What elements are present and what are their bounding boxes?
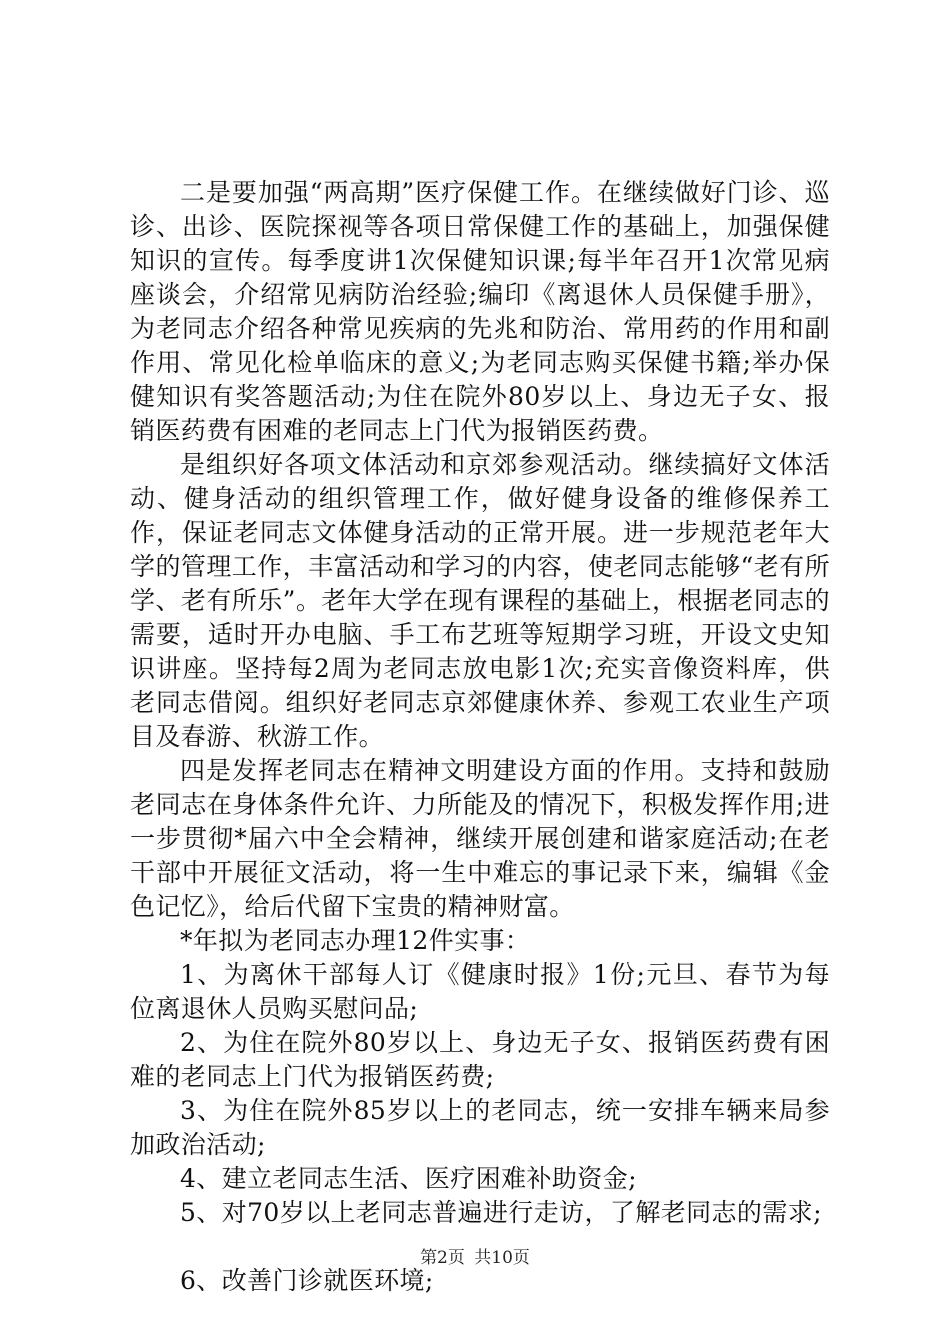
paragraph-spiritual-civilization: 四是发挥老同志在精神文明建设方面的作用。支持和鼓励老同志在身体条件允许、力所能及的情况下，积极发挥作用;进一步贯彻*届六中全会精神，继续开展创建和谐家庭活动;在老干部中开展征文活动，将一生中难忘的事记录下来，编辑《金色记忆》，给后代留下宝贵的精神财富。 [130,756,830,921]
paragraph-healthcare: 二是要加强“两高期”医疗保健工作。在继续做好门诊、巡诊、出诊、医院探视等各项日常保健工作的基础上，加强保健知识的宣传。每季度讲1次保健知识课;每半年召开1次常见病座谈会，介绍常见病防治经验;编印《离退休人员保健手册》，为老同志介绍各种常见疾病的先兆和防治、常用药的作用和副作用、常见化检单临床的意义;为老同志购买保健书籍;举办保健知识有奖答题活动;为住在院外80岁以上、身边无子女、报销医药费有困难的老同志上门代为报销医药费。 [130,178,830,445]
list-item: 3、为住在院外85岁以上的老同志，统一安排车辆来局参加政治活动; [130,1096,830,1159]
list-item: 5、对70岁以上老同志普遍进行走访，了解老同志的需求; [180,1198,822,1227]
page-total: 共10页 [474,1248,530,1268]
page-number: 第2页 [420,1248,465,1268]
list-item: 6、改善门诊就医环境; [180,1266,434,1295]
document-body [130,176,830,1298]
paragraph-practical-matters-intro: *年拟为老同志办理12件实事： [180,926,531,955]
list-item: 1、为离休干部每人订《健康时报》1份;元旦、春节为每位离退休人员购买慰问品; [130,960,830,1023]
list-item: 2、为住在院外80岁以上、身边无子女、报销医药费有困难的老同志上门代为报销医药费; [130,1028,830,1091]
list-item: 4、建立老同志生活、医疗困难补助资金; [180,1164,637,1193]
page-footer [0,1243,950,1268]
paragraph-cultural-activities: 是组织好各项文体活动和京郊参观活动。继续搞好文体活动、健身活动的组织管理工作，做好健身设备的维修保养工作，保证老同志文体健身活动的正常开展。进一步规范老年大学的管理工作，丰富活动和学习的内容，使老同志能够“老有所学、老有所乐”。老年大学在现有课程的基础上，根据老同志的需要，适时开办电脑、手工布艺班等短期学习班，开设文史知识讲座。坚持每2周为老同志放电影1次;充实音像资料库，供老同志借阅。组织好老同志京郊健康休养、参观工农业生产项目及春游、秋游工作。 [130,450,830,751]
